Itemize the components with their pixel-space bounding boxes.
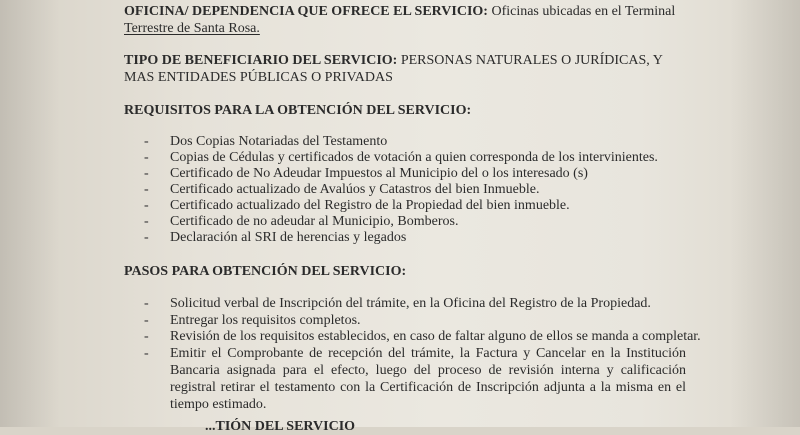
oficina-value-1: Oficinas ubicadas en el Terminal	[491, 4, 676, 19]
beneficiario-label: TIPO DE BENEFICIARIO DEL SERVICIO:	[124, 53, 398, 68]
requisito-item: Declaración al SRI de herencias y legados	[170, 230, 407, 245]
requisito-bullet: -	[144, 182, 149, 197]
requisito-item: Dos Copias Notariadas del Testamento	[170, 134, 388, 149]
paso-item: Emitir el Comprobante de recepción del trámite, la Factura y Cancelar en la Institución Bancaria asignada para el efecto, luego del proceso de revisión interna y calificación registral retirar el testamento con la Certificación de Inscripción adjunta a la misma en el tiempo estimado.	[170, 346, 686, 412]
requisito-bullet: -	[144, 230, 149, 245]
requisito-item: Copias de Cédulas y certificados de votación a quien corresponda de los intervinientes.	[170, 150, 658, 165]
paso-item: Solicitud verbal de Inscripción del trámite, en la Oficina del Registro de la Propiedad.	[170, 296, 651, 311]
cut-off-heading: ...TIÓN DEL SERVICIO	[205, 419, 356, 434]
requisito-bullet: -	[144, 214, 149, 229]
paso-item: Revisión de los requisitos establecidos, en caso de faltar alguno de ellos se manda a completar.	[170, 329, 701, 344]
requisito-item: Certificado de no adeudar al Municipio, Bomberos.	[170, 214, 459, 229]
pasos-heading: PASOS PARA OBTENCIÓN DEL SERVICIO:	[124, 264, 407, 279]
requisito-item: Certificado de No Adeudar Impuestos al Municipio del o los interesado (s)	[170, 166, 588, 181]
paso-bullet: -	[144, 329, 149, 344]
requisitos-heading: REQUISITOS PARA LA OBTENCIÓN DEL SERVICIO:	[124, 103, 472, 118]
oficina-line1	[124, 4, 675, 20]
paso-bullet: -	[144, 346, 149, 361]
requisito-bullet: -	[144, 134, 149, 149]
requisito-bullet: -	[144, 198, 149, 213]
oficina-value-2: Terrestre de Santa Rosa.	[124, 21, 260, 36]
paso-bullet: -	[144, 296, 149, 311]
requisito-bullet: -	[144, 166, 149, 181]
oficina-label: OFICINA/ DEPENDENCIA QUE OFRECE EL SERVICIO:	[124, 4, 488, 19]
requisito-item: Certificado actualizado de Avalúos y Catastros del bien Inmueble.	[170, 182, 540, 197]
requisito-bullet: -	[144, 150, 149, 165]
paso-item: Entregar los requisitos completos.	[170, 313, 361, 328]
paso-bullet: -	[144, 313, 149, 328]
beneficiario-line1	[124, 53, 663, 69]
requisito-item: Certificado actualizado del Registro de la Propiedad del bien inmueble.	[170, 198, 570, 213]
beneficiario-value-1: PERSONAS NATURALES O JURÍDICAS, Y	[400, 53, 663, 68]
beneficiario-value-2: MAS ENTIDADES PÚBLICAS O PRIVADAS	[124, 70, 393, 85]
